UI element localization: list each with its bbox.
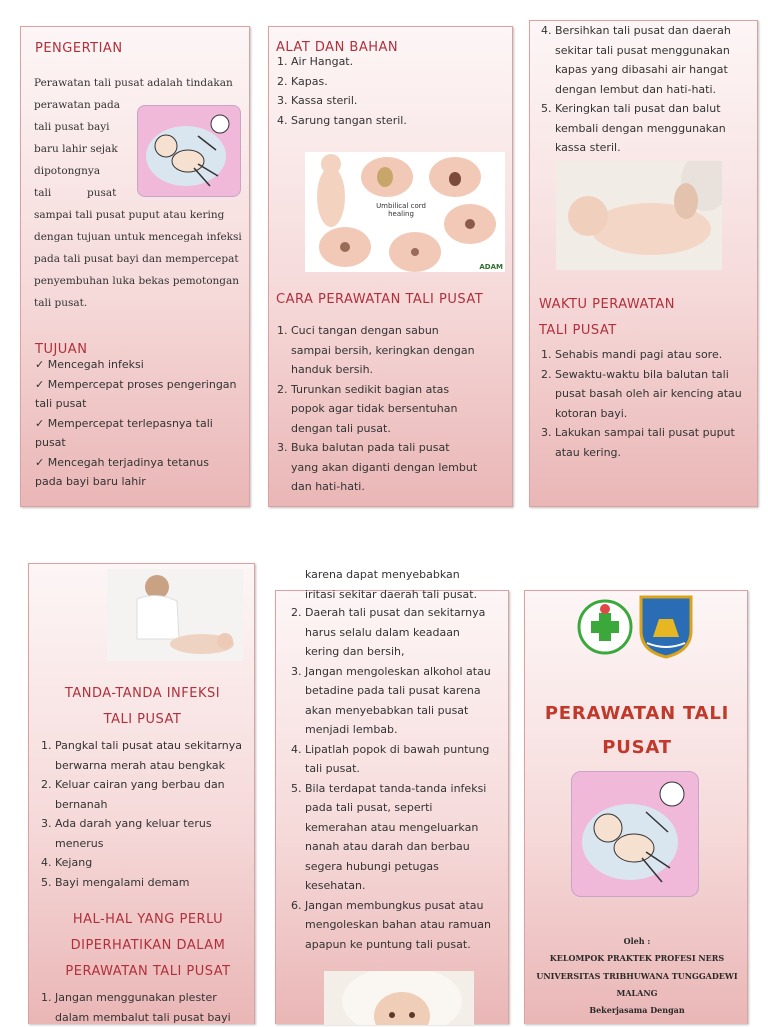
panel-tanda-infeksi [28, 563, 255, 1024]
baby-photo [556, 161, 722, 270]
list-item: 5. Bila terdapat tanda-tanda infeksi pada tali pusat, seperti kemerahan atau mengeluarkan nanah atau darah dan berbau segera hubungi petugas kesehatan. [305, 779, 512, 896]
cover-baby-care-illustration [571, 771, 699, 897]
cover-title-line1: PERAWATAN TALI [544, 703, 730, 724]
cover-partner: Bekerjasama Dengan [589, 1005, 685, 1015]
image-caption: Umbilical cord healing [376, 202, 426, 218]
hal-heading-line2: DIPERHATIKAN DALAM [70, 938, 226, 953]
health-office-logo [577, 599, 633, 655]
hal-list-continued-lead: karena dapat menyebabkan iritasi sekitar daerah tali pusat. [305, 568, 478, 601]
cover-oleh: Oleh : [623, 936, 651, 946]
list-item: 4. Kejang [55, 853, 255, 873]
list-item: 2. Keluar cairan yang berbau dan bernanah [55, 775, 255, 814]
list-item: 3. Ada darah yang keluar terus menerus [55, 814, 255, 853]
list-item: 2. Sewaktu-waktu bila balutan tali pusat basah oleh air kencing atau kotoran bayi. [555, 365, 757, 424]
waktu-heading-line1: WAKTU PERAWATAN [539, 297, 675, 312]
list-item: 4. Bersihkan tali pusat dan daerah sekitar tali pusat menggunakan kapas yang dibasahi air hangat dengan lembut dan hati-hati. [555, 21, 757, 99]
list-item: 3. Lakukan sampai tali pusat puput atau kering. [555, 423, 757, 462]
pengertian-heading: PENGERTIAN [35, 41, 123, 56]
hal-list-continued [287, 603, 512, 954]
list-item: 1. Sehabis mandi pagi atau sore. [555, 345, 757, 365]
list-item: 3. Jangan mengoleskan alkohol atau betadine pada tali pusat karena akan menyebabkan tali pusat menjadi lembab. [305, 662, 512, 740]
list-item: 5. Keringkan tali pusat dan balut kembali dengan menggunakan kassa steril. [555, 99, 757, 158]
waktu-heading-line2: TALI PUSAT [539, 323, 617, 338]
list-item: 3. Buka balutan pada tali pusat yang akan diganti dengan lembut dan hati-hati. [291, 438, 508, 497]
waktu-list [537, 345, 757, 462]
hal-heading-line1: HAL-HAL YANG PERLU [72, 912, 224, 927]
list-item: 4. Sarung tangan steril. [291, 111, 503, 131]
list-item: ✓ Mempercepat terlepasnya tali [35, 414, 245, 434]
panel-pengertian: PENGERTIAN Perawatan tali pusat adalah tindakan perawatan pada tali pusat bayi baru lahir sejak dipotongnya tali pusat sampai tali pusat puput atau kering dengan tujuan untuk mencegah infeksi pada tali pusat bayi dan mempercepat penyembuhan luka bekas pemotongan tali pusat. TUJUAN ✓ Mencegah infeksi ✓ Mempercepat proses pengeringan tali pusat ✓ Mempercepat terlepasnya tali pusat ✓ Mencegah terjadinya tetanus pada bayi baru lahir [20, 26, 250, 507]
hal-list [37, 988, 255, 1027]
baby-towel-photo [324, 971, 474, 1025]
tanda-heading-line2: TALI PUSAT [103, 712, 182, 727]
cover-city: MALANG [616, 988, 658, 998]
list-item: 1. Pangkal tali pusat atau sekitarnya berwarna merah atau bengkak [55, 736, 255, 775]
list-item: 1. Air Hangat. [291, 52, 503, 72]
cara-heading: CARA PERAWATAN TALI PUSAT [276, 292, 484, 307]
panel-lanjutan-cara [529, 20, 758, 507]
cover-title-line2: PUSAT [602, 737, 672, 758]
list-item: ✓ Mencegah infeksi [35, 355, 245, 375]
umbilical-cord-healing-image [305, 152, 505, 272]
cara-list-continued [537, 21, 757, 158]
baby-care-illustration [137, 105, 241, 197]
list-item: 3. Kassa steril. [291, 91, 503, 111]
list-item: ✓ Mencegah terjadinya tetanus [35, 453, 245, 473]
tujuan-list: ✓ Mencegah infeksi ✓ Mempercepat proses pengeringan tali pusat ✓ Mempercepat terlepasnya tali pusat ✓ Mencegah terjadinya tetanus pada bayi baru lahir [35, 355, 245, 492]
mother-baby-photo [107, 569, 243, 661]
tujuan-heading: TUJUAN [35, 342, 88, 357]
alat-heading: ALAT DAN BAHAN [276, 40, 399, 55]
tanda-heading-line1: TANDA-TANDA INFEKSI [64, 686, 221, 701]
panel-cover [524, 590, 748, 1024]
list-item: 2. Turunkan sedikit bagian atas popok agar tidak bersentuhan dengan tali pusat. [291, 380, 508, 439]
list-item: 1. Jangan menggunakan plester dalam membalut tali pusat bayi [55, 988, 255, 1027]
list-item: 2. Kapas. [291, 72, 503, 92]
list-item: ✓ Mempercepat proses pengeringan [35, 375, 245, 395]
list-item: 6. Jangan membungkus pusat atau mengoleskan bahan atau ramuan apapun ke puntung tali pusat. [305, 896, 512, 955]
cover-group: KELOMPOK PRAKTEK PROFESI NERS [549, 953, 725, 963]
list-item: 4. Lipatlah popok di bawah puntung tali pusat. [305, 740, 512, 779]
tanda-list [37, 736, 255, 892]
alat-list [273, 52, 503, 130]
list-item: 5. Bayi mengalami demam [55, 873, 255, 893]
adam-logo: ADAM [479, 263, 503, 271]
cara-list [273, 321, 508, 497]
hal-heading-line3: PERAWATAN TALI PUSAT [65, 964, 231, 979]
panel-alat-dan-bahan [268, 26, 513, 507]
list-item: 1. Cuci tangan dengan sabun sampai bersih, keringkan dengan handuk bersih. [291, 321, 508, 380]
list-item: 2. Daerah tali pusat dan sekitarnya harus selalu dalam keadaan kering dan bersih, [305, 603, 512, 662]
province-emblem-logo [637, 593, 695, 659]
cover-university: UNIVERSITAS TRIBHUWANA TUNGGADEWI [536, 971, 738, 981]
